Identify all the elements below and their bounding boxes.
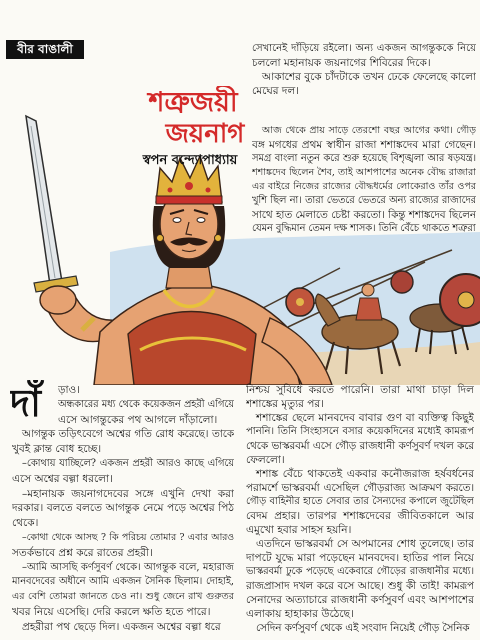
text-line: –কোথায় যাচ্ছিলে? একজন প্রহরী আরও কাছে এগিয়ে xyxy=(22,457,234,469)
text-line: অন্ধকারের মধ্য থেকে কয়েকজন প্রহরী এগিয়ে xyxy=(58,398,234,410)
crown-jewel xyxy=(185,182,193,190)
story-title-line-1: শত্রুজয়ী xyxy=(148,87,238,118)
text-line: নিশ্চয় সুবিধে করতে পারেনি। তারা মাথা চাড়া দিল xyxy=(246,384,474,396)
text-line: –আমি আসছি কর্ণসুবর্ণ থেকে। আগন্তুক বলে, মহারাজ xyxy=(22,561,234,573)
text-line: এলাকায় হাহাকার উঠেছে। xyxy=(246,608,354,620)
text-line: এর বাইরে নিজের রাজ্যের বৌদ্ধধর্মের লোকেরাও তাঁর ওপর xyxy=(252,181,476,192)
text-line: ফেললো। xyxy=(246,454,285,466)
earring xyxy=(157,235,164,242)
text-line: থেকে ভাস্করবর্মা এসে গৌড় রাজধানী কর্ণসুবর্ণ দখল করে xyxy=(246,440,474,452)
text-line: ভাস্করবর্মা ঢুকে পড়েছে একেবারে গৌড়ের রাজধানীর মধ্যে। xyxy=(246,566,474,577)
crown-jewel xyxy=(206,188,211,193)
text-line: সেদিন কর্ণসুবর্ণ থেকে এই সংবাদ নিয়েই গৌড় সৈনিক xyxy=(256,622,470,634)
text-line: –মহানায়ক জয়নাগদেবের সঙ্গে এখুনি দেখা করা xyxy=(22,487,234,500)
sword-blade xyxy=(26,116,62,285)
text-line: বেদম প্রহার। তারপর শশাঙ্কদেবের জীবিতকালে আর xyxy=(246,510,474,522)
text-column-top-right-upper xyxy=(252,42,476,98)
text-line: ড়াও। xyxy=(58,384,81,396)
text-line: শশাঙ্কের মৃত্যুর পর। xyxy=(246,398,324,410)
text-line: আজ থেকে প্রায় সাড়ে তেরশো বছর আগের কথা। গৌড় xyxy=(262,125,476,136)
text-line: খুশি ছিল না। তারা ভেতরে ভেতরে অন্য রাজ্যের রাজাদের xyxy=(252,195,476,206)
crown-band xyxy=(156,196,222,204)
text-line: থেকে। xyxy=(12,517,39,530)
text-line: শশাঙ্কদেব ছিলেন শৈব, তাই আশপাশের অনেক বৌদ্ধ রাজারা xyxy=(252,167,476,178)
shield-boss xyxy=(458,292,474,308)
shield xyxy=(391,271,413,293)
text-line: সেনাদের অত্যাচারে রাজধানী কর্ণসুবর্ণ এবং আশপাশের xyxy=(246,594,474,606)
warrior-eye xyxy=(197,218,205,223)
text-column-bottom-left xyxy=(12,383,234,635)
text-line: শশাঙ্কের ছেলে মানবদেব বাবার গুণ বা ব্যক্তিত্ব কিছুই xyxy=(256,412,474,424)
rider-head xyxy=(362,284,374,296)
crown-jewel xyxy=(168,188,173,193)
text-column-bottom-right xyxy=(246,383,474,635)
text-line: এসে অশ্বের বল্গা ধরলো। xyxy=(12,472,113,485)
chest-armor xyxy=(128,312,256,386)
rider-body xyxy=(356,298,382,320)
text-line: চললো মহানায়ক জয়নাগের শিবিরের দিকে। xyxy=(252,57,431,69)
text-line: এমুখো হবার সাহস হয়নি। xyxy=(246,524,352,536)
text-line: যেমন বুদ্ধিমান তেমন দক্ষ শাসক। তিনি বেঁচে থাকতে শত্রুরা xyxy=(252,223,476,234)
shield-boss xyxy=(296,298,304,306)
text-line: –কোথা থেকে আসছ ? কি পরিচয় তোমার ? এবার আরও xyxy=(22,531,234,543)
text-line: শশাঙ্ক বেঁচে থাকতেই একবার কনৌজরাজ হর্ষবর্ধনের xyxy=(256,468,474,480)
text-line: এতদিনে ভাস্করবর্মা সে অপমানের শোধ তুলেছে। তার xyxy=(256,538,474,550)
earring xyxy=(215,235,222,242)
text-line: এসে আগন্তুকের পথ আগলে দাঁড়ালো। xyxy=(58,413,218,426)
text-line: পরামর্শে ভাস্করবর্মা এসেছিল গৌড়রাজ্য আক্রমণ করতে। xyxy=(246,482,474,494)
sword-fuller xyxy=(31,126,55,278)
text-line: গৌড় বাহিনীর হাতে সেবার তার সৈন্যদের কপালে জুটেছিল xyxy=(246,496,474,507)
text-line: খুবই ক্লান্ত বোধ হচ্ছে। xyxy=(12,443,102,456)
drop-cap: দাঁ xyxy=(10,380,41,425)
text-line: খবর নিয়ে এসেছি। দেরি করলে ক্ষতি হতে পারে। xyxy=(12,605,211,618)
text-line: প্রহরীরা পথ ছেড়ে দিল। একজন অশ্বের বল্গা ধরে xyxy=(22,620,221,633)
text-line: রাজপ্রাসাদ দখল করে বসে আছে। শুধু কী তাই! কামরূপ xyxy=(246,580,474,592)
text-line: দরকার। বলতে বলতে আগন্তুক নেমে পড়ে অশ্বের পিঠ xyxy=(12,502,234,515)
text-line: পাননি। তিনি সিংহাসনে বসার কয়েকদিনের মধ্যেই কামরূপ xyxy=(246,426,474,437)
text-line: সতর্কভাবে প্রশ্ন করে রাতের প্রহরী। xyxy=(12,546,153,559)
text-line: আগন্তুক তড়িৎবেগে অশ্বের গতি রোধ করেছে। তাকে xyxy=(22,428,234,441)
text-line: সেখানেই দাঁড়িয়ে রইলো। অন্য একজন আগন্তুককে নিয়ে xyxy=(252,43,476,54)
author-byline: স্বপন বন্দ্যোপাধ্যায় xyxy=(142,153,238,168)
text-column-top-right-lower xyxy=(252,124,476,236)
warrior-eye xyxy=(173,218,181,223)
text-line: সাথে হাত মেলাতে চেষ্টা করতো। কিন্তু শশাঙ্কদেব ছিলেন xyxy=(252,209,476,221)
text-line: এর বেশি তোমরা জানতে চেও না। শুধু জেনে রাখ গুরুতর xyxy=(12,591,234,603)
text-line: বঙ্গ মগধের প্রথম স্বাধীন রাজা শশাঙ্কদেব মারা গেছেন। xyxy=(252,139,476,151)
warrior-fist xyxy=(40,286,76,314)
text-line: দাপটে যুদ্ধে মারা পড়েছেন মানবদেব। হাতির পাল নিয়ে xyxy=(246,552,474,564)
text-line: মেঘের দল। xyxy=(252,85,300,97)
story-title-line-2: জয়নাগ xyxy=(165,119,245,149)
section-label: বীর বাঙালী xyxy=(6,40,84,59)
text-line: মানবদেবের অধীনে আমি একজন সৈনিক ছিলাম। দোহাই, xyxy=(12,576,234,588)
text-line: আকাশের বুকে চাঁদটাকে তখন ঢেকে ফেলেছে কালো xyxy=(262,71,476,83)
text-line: সমগ্র বাংলা নতুন করে শুরু হয়েছে বিশৃঙ্খলা আর ষড়যন্ত্র। xyxy=(252,153,476,164)
